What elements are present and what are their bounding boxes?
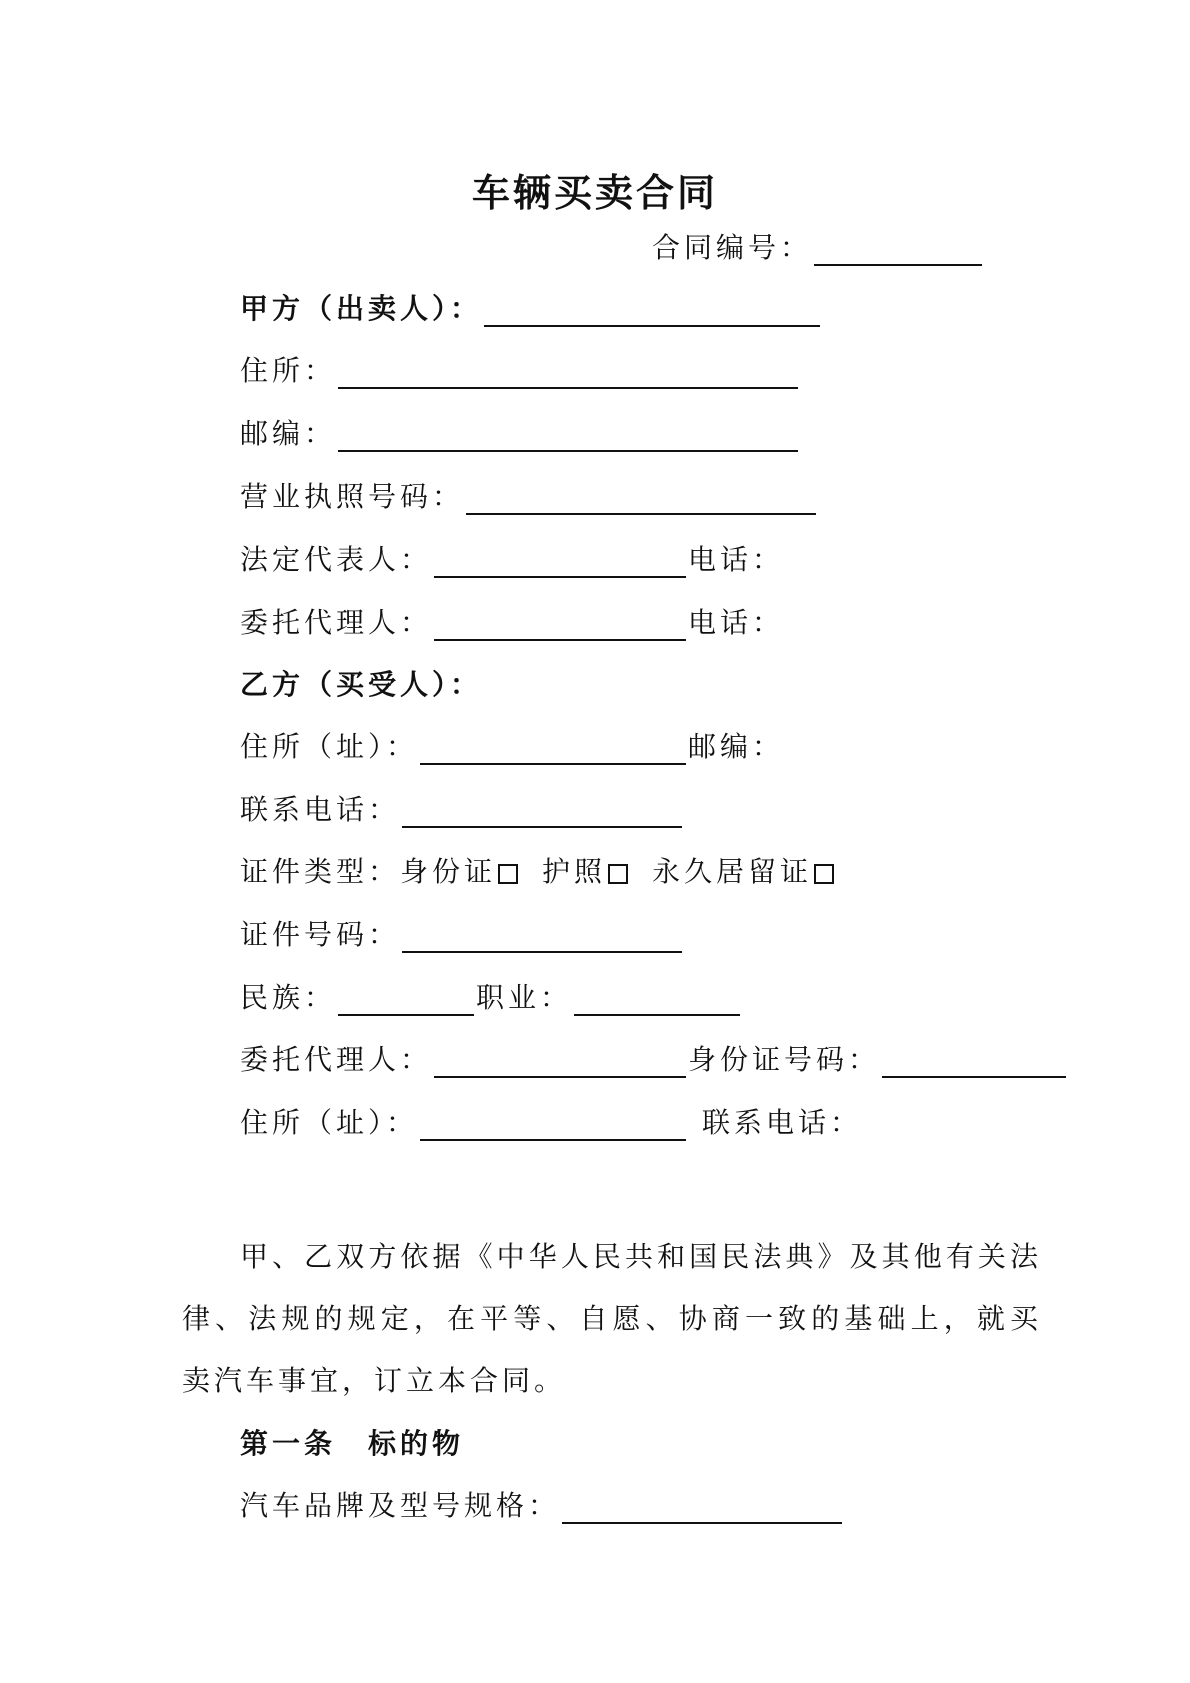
party-a-postcode-row <box>240 408 800 452</box>
party-b-agent-row <box>240 1034 1068 1078</box>
party-b-agent-field[interactable] <box>434 1044 686 1078</box>
party-b-occupation-field[interactable] <box>574 982 740 1016</box>
party-b-occupation-label: 职业： <box>476 981 573 1014</box>
party-b-agent-address-field[interactable] <box>420 1107 686 1141</box>
party-b-postcode-label: 邮编： <box>688 730 785 763</box>
party-b-id-no-row <box>240 909 684 953</box>
contract-number-field[interactable] <box>814 232 982 266</box>
party-b-heading: 乙方（买受人）： <box>240 668 483 701</box>
party-b-agent-id-label: 身份证号码： <box>688 1043 881 1076</box>
party-b-address-label: 住所（址）： <box>240 730 419 763</box>
party-a-heading: 甲方（出卖人）： <box>240 292 483 325</box>
party-b-ethnicity-field[interactable] <box>338 982 474 1016</box>
party-b-agent-address-label: 住所（址）： <box>240 1106 419 1139</box>
party-b-phone-row <box>240 784 684 828</box>
party-b-ethnicity-row <box>240 972 742 1016</box>
party-a-agent-label: 委托代理人： <box>240 606 433 639</box>
passport-checkbox[interactable] <box>608 864 628 884</box>
party-b-id-type-label: 证件类型： <box>240 855 401 888</box>
party-a-address-row <box>240 345 800 389</box>
party-a-legal-rep-phone-label: 电话： <box>688 543 785 576</box>
contract-number-label: 合同编号： <box>652 231 813 264</box>
preamble-paragraph: 甲、乙双方依据《中华人民共和国民法典》及其他有关法律、法规的规定，在平等、自愿、协商一致的基础上，就买卖汽车事宜，订立本合同。 <box>182 1240 1042 1397</box>
party-a-agent-phone-label: 电话： <box>688 606 785 639</box>
party-b-row <box>240 659 482 703</box>
id-option-residence-label: 永久居留证 <box>652 855 813 888</box>
party-a-name-field[interactable] <box>484 293 820 327</box>
party-a-legal-rep-row <box>240 534 784 578</box>
party-a-legal-rep-label: 法定代表人： <box>240 543 433 576</box>
id-option-id-card-label: 身份证 <box>400 855 497 888</box>
contract-number-row <box>652 222 984 266</box>
document-title: 车辆买卖合同 <box>471 170 718 215</box>
party-a-license-row <box>240 471 818 515</box>
id-option-passport-label: 护照 <box>542 855 607 888</box>
party-b-ethnicity-label: 民族： <box>240 981 337 1014</box>
party-b-address-row <box>240 721 784 765</box>
party-b-address-field[interactable] <box>420 731 686 765</box>
party-b-agent-label: 委托代理人： <box>240 1043 433 1076</box>
article-1-heading: 第一条 标的物 <box>240 1427 465 1460</box>
article-1-row <box>240 1418 464 1462</box>
party-a-legal-rep-field[interactable] <box>434 544 686 578</box>
party-b-id-no-label: 证件号码： <box>240 918 401 951</box>
party-a-license-label: 营业执照号码： <box>240 480 465 513</box>
party-b-id-type-row <box>240 846 858 890</box>
id-card-checkbox[interactable] <box>498 864 518 884</box>
party-a-agent-row <box>240 597 784 641</box>
party-b-phone-field[interactable] <box>402 794 682 828</box>
vehicle-brand-row <box>240 1480 844 1524</box>
party-b-id-no-field[interactable] <box>402 919 682 953</box>
party-a-address-field[interactable] <box>338 355 798 389</box>
party-b-phone-label: 联系电话： <box>240 793 401 826</box>
party-b-agent-address-row <box>240 1097 862 1141</box>
vehicle-brand-label: 汽车品牌及型号规格： <box>240 1489 561 1522</box>
party-a-row <box>240 283 822 327</box>
party-a-postcode-field[interactable] <box>338 418 798 452</box>
party-b-agent-phone-label: 联系电话： <box>702 1106 863 1139</box>
party-a-postcode-label: 邮编： <box>240 417 337 450</box>
residence-permit-checkbox[interactable] <box>814 864 834 884</box>
party-b-agent-id-field[interactable] <box>882 1044 1066 1078</box>
party-a-license-field[interactable] <box>466 481 816 515</box>
party-a-agent-field[interactable] <box>434 607 686 641</box>
vehicle-brand-field[interactable] <box>562 1490 842 1524</box>
party-a-address-label: 住所： <box>240 354 337 387</box>
